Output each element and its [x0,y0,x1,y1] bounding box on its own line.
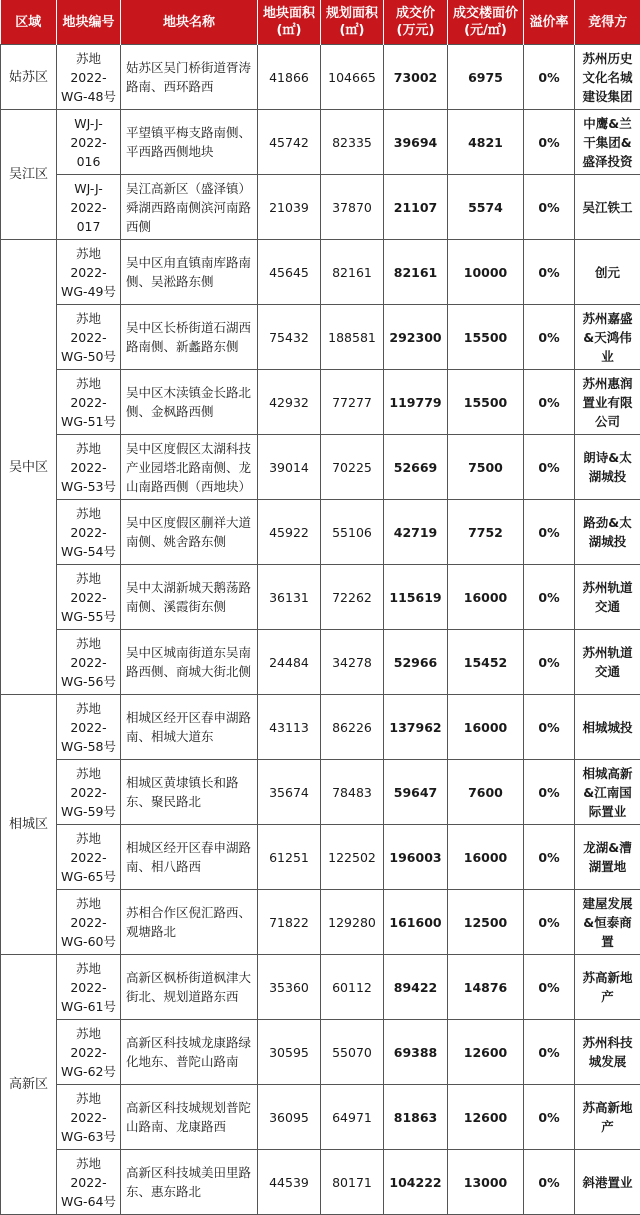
floor-price-cell: 15452 [448,630,524,695]
floor-price-cell: 4821 [448,110,524,175]
land-area-cell: 35360 [258,955,321,1020]
table-row [1,565,640,630]
parcel-name-cell: 吴中区长桥街道石湖西路南侧、新蠡路东侧 [121,305,258,370]
parcel-code-cell: 苏地 2022- WG-58号 [57,695,121,760]
winner-cell: 龙湖&漕 湖置地 [575,825,640,890]
area-header: 地块面积 (㎡) [258,0,321,45]
land-area-cell: 24484 [258,630,321,695]
premium-rate-cell: 0% [524,305,575,370]
parcel-name-cell: 高新区科技城龙康路绿化地东、普陀山路南 [121,1020,258,1085]
planned-area-cell: 55106 [321,500,384,565]
premium-rate-cell: 0% [524,1150,575,1215]
winner-cell: 苏高新地 产 [575,955,640,1020]
floor-price-cell: 15500 [448,305,524,370]
floor-price-cell: 6975 [448,45,524,110]
floor-price-cell: 16000 [448,695,524,760]
premium-rate-cell: 0% [524,825,575,890]
table-row [1,955,640,1020]
planned-area-cell: 55070 [321,1020,384,1085]
premium-rate-cell: 0% [524,695,575,760]
parcel-name-cell: 吴中区木渎镇金长路北侧、金枫路西侧 [121,370,258,435]
premium-rate-cell: 0% [524,565,575,630]
premium-header: 溢价率 [524,0,575,45]
floor-price-cell: 12600 [448,1020,524,1085]
parcel-code-cell: 苏地 2022- WG-51号 [57,370,121,435]
land-area-cell: 21039 [258,175,321,240]
deal-price-cell: 115619 [384,565,448,630]
planned-area-cell: 78483 [321,760,384,825]
premium-rate-cell: 0% [524,240,575,305]
floor-price-header: 成交楼面价 (元/㎡) [448,0,524,45]
premium-rate-cell: 0% [524,955,575,1020]
floor-price-cell: 7600 [448,760,524,825]
planned-area-cell: 86226 [321,695,384,760]
parcel-code-cell: 苏地 2022- WG-59号 [57,760,121,825]
deal-price-cell: 39694 [384,110,448,175]
parcel-name-cell: 姑苏区吴门桥街道胥涛路南、西环路西 [121,45,258,110]
planned-area-cell: 82161 [321,240,384,305]
parcel-code-cell: 苏地 2022- WG-50号 [57,305,121,370]
deal-price-cell: 59647 [384,760,448,825]
premium-rate-cell: 0% [524,45,575,110]
table-row [1,500,640,565]
region-cell: 高新区 [1,955,57,1215]
winner-cell: 路劲&太 湖城投 [575,500,640,565]
deal-price-cell: 196003 [384,825,448,890]
parcel-code-cell: 苏地 2022- WG-49号 [57,240,121,305]
land-area-cell: 45645 [258,240,321,305]
table-row [1,370,640,435]
land-area-cell: 30595 [258,1020,321,1085]
land-area-cell: 41866 [258,45,321,110]
planned-area-cell: 77277 [321,370,384,435]
parcel-code-cell: 苏地 2022- WG-60号 [57,890,121,955]
winner-cell: 苏州历史 文化名城 建设集团 [575,45,640,110]
table-body [1,45,640,1215]
deal-price-cell: 161600 [384,890,448,955]
price-header: 成交价 (万元) [384,0,448,45]
deal-price-cell: 292300 [384,305,448,370]
land-area-cell: 61251 [258,825,321,890]
winner-cell: 相城高新 &江南国 际置业 [575,760,640,825]
parcel-name-cell: 吴江高新区（盛泽镇）舜湖西路南侧滨河南路西侧 [121,175,258,240]
planned-area-cell: 64971 [321,1085,384,1150]
table-header-row [1,0,640,45]
parcel-name-cell: 相城区经开区春申湖路南、相城大道东 [121,695,258,760]
table-row [1,825,640,890]
parcel-name-cell: 高新区科技城规划普陀山路南、龙康路西 [121,1085,258,1150]
land-area-cell: 36095 [258,1085,321,1150]
land-area-cell: 45922 [258,500,321,565]
floor-price-cell: 16000 [448,825,524,890]
winner-cell: 中鹰&兰 干集团& 盛泽投资 [575,110,640,175]
planned-area-header: 规划面积 (㎡) [321,0,384,45]
floor-price-cell: 14876 [448,955,524,1020]
deal-price-cell: 119779 [384,370,448,435]
floor-price-cell: 7752 [448,500,524,565]
deal-price-cell: 52669 [384,435,448,500]
planned-area-cell: 80171 [321,1150,384,1215]
parcel-code-cell: 苏地 2022- WG-56号 [57,630,121,695]
floor-price-cell: 12600 [448,1085,524,1150]
table-row [1,240,640,305]
premium-rate-cell: 0% [524,890,575,955]
parcel-name-cell: 平望镇平梅支路南侧、平西路西侧地块 [121,110,258,175]
premium-rate-cell: 0% [524,370,575,435]
planned-area-cell: 188581 [321,305,384,370]
planned-area-cell: 122502 [321,825,384,890]
winner-cell: 苏州科技 城发展 [575,1020,640,1085]
premium-rate-cell: 0% [524,500,575,565]
parcel-name-cell: 吴中区度假区太湖科技产业园塔北路南侧、龙山南路西侧（西地块） [121,435,258,500]
land-area-cell: 36131 [258,565,321,630]
deal-price-cell: 21107 [384,175,448,240]
winner-cell: 苏州轨道 交通 [575,630,640,695]
premium-rate-cell: 0% [524,1085,575,1150]
region-cell: 吴中区 [1,240,57,695]
table-row [1,305,640,370]
planned-area-cell: 82335 [321,110,384,175]
table-row [1,175,640,240]
premium-rate-cell: 0% [524,110,575,175]
floor-price-cell: 10000 [448,240,524,305]
parcel-code-cell: 苏地 2022- WG-55号 [57,565,121,630]
table-row [1,1085,640,1150]
code-header: 地块编号 [57,0,121,45]
deal-price-cell: 69388 [384,1020,448,1085]
floor-price-cell: 5574 [448,175,524,240]
parcel-name-cell: 吴中区甪直镇南库路南侧、吴淞路东侧 [121,240,258,305]
parcel-code-cell: 苏地 2022- WG-63号 [57,1085,121,1150]
land-area-cell: 35674 [258,760,321,825]
floor-price-cell: 16000 [448,565,524,630]
winner-cell: 朗诗&太 湖城投 [575,435,640,500]
land-area-cell: 45742 [258,110,321,175]
parcel-name-cell: 相城区黄埭镇长和路东、聚民路北 [121,760,258,825]
deal-price-cell: 82161 [384,240,448,305]
parcel-name-cell: 苏相合作区倪汇路西、观塘路北 [121,890,258,955]
winner-cell: 斜港置业 [575,1150,640,1215]
parcel-code-cell: 苏地 2022- WG-53号 [57,435,121,500]
deal-price-cell: 52966 [384,630,448,695]
winner-cell: 苏州嘉盛 &天鸿伟 业 [575,305,640,370]
parcel-name-cell: 高新区枫桥街道枫津大街北、规划道路东西 [121,955,258,1020]
deal-price-cell: 73002 [384,45,448,110]
winner-cell: 苏州惠润 置业有限 公司 [575,370,640,435]
parcel-code-cell: 苏地 2022- WG-61号 [57,955,121,1020]
parcel-code-cell: WJ-J- 2022-016 [57,110,121,175]
winner-cell: 苏州轨道 交通 [575,565,640,630]
region-cell: 相城区 [1,695,57,955]
table-row [1,110,640,175]
planned-area-cell: 60112 [321,955,384,1020]
region-cell: 吴江区 [1,110,57,240]
table-row [1,1150,640,1215]
land-area-cell: 43113 [258,695,321,760]
winner-cell: 相城城投 [575,695,640,760]
region-header: 区域 [1,0,57,45]
region-cell: 姑苏区 [1,45,57,110]
land-area-cell: 44539 [258,1150,321,1215]
winner-header: 竞得方 [575,0,640,45]
winner-cell: 苏高新地 产 [575,1085,640,1150]
floor-price-cell: 12500 [448,890,524,955]
table-row [1,45,640,110]
planned-area-cell: 129280 [321,890,384,955]
table-row [1,1020,640,1085]
parcel-name-cell: 吴中区度假区蒯祥大道南侧、姚舍路东侧 [121,500,258,565]
floor-price-cell: 15500 [448,370,524,435]
table-row [1,695,640,760]
table-row [1,630,640,695]
parcel-name-cell: 吴中区城南街道东吴南路西侧、商城大街北侧 [121,630,258,695]
land-area-cell: 71822 [258,890,321,955]
planned-area-cell: 34278 [321,630,384,695]
deal-price-cell: 42719 [384,500,448,565]
premium-rate-cell: 0% [524,1020,575,1085]
planned-area-cell: 72262 [321,565,384,630]
table-row [1,890,640,955]
planned-area-cell: 104665 [321,45,384,110]
winner-cell: 创元 [575,240,640,305]
parcel-code-cell: WJ-J- 2022-017 [57,175,121,240]
land-area-cell: 42932 [258,370,321,435]
planned-area-cell: 70225 [321,435,384,500]
deal-price-cell: 137962 [384,695,448,760]
name-header: 地块名称 [121,0,258,45]
deal-price-cell: 81863 [384,1085,448,1150]
floor-price-cell: 7500 [448,435,524,500]
premium-rate-cell: 0% [524,175,575,240]
parcel-name-cell: 高新区科技城美田里路东、惠东路北 [121,1150,258,1215]
parcel-code-cell: 苏地 2022- WG-54号 [57,500,121,565]
premium-rate-cell: 0% [524,760,575,825]
parcel-name-cell: 吴中太湖新城天鹅荡路南侧、溪霞街东侧 [121,565,258,630]
deal-price-cell: 89422 [384,955,448,1020]
parcel-code-cell: 苏地 2022- WG-48号 [57,45,121,110]
table-row [1,760,640,825]
planned-area-cell: 37870 [321,175,384,240]
parcel-code-cell: 苏地 2022- WG-62号 [57,1020,121,1085]
floor-price-cell: 13000 [448,1150,524,1215]
table-row [1,435,640,500]
winner-cell: 吴江铁工 [575,175,640,240]
winner-cell: 建屋发展 &恒泰商 置 [575,890,640,955]
premium-rate-cell: 0% [524,435,575,500]
parcel-code-cell: 苏地 2022- WG-64号 [57,1150,121,1215]
parcel-code-cell: 苏地 2022- WG-65号 [57,825,121,890]
premium-rate-cell: 0% [524,630,575,695]
land-area-cell: 75432 [258,305,321,370]
land-area-cell: 39014 [258,435,321,500]
parcel-name-cell: 相城区经开区春申湖路南、相八路西 [121,825,258,890]
deal-price-cell: 104222 [384,1150,448,1215]
